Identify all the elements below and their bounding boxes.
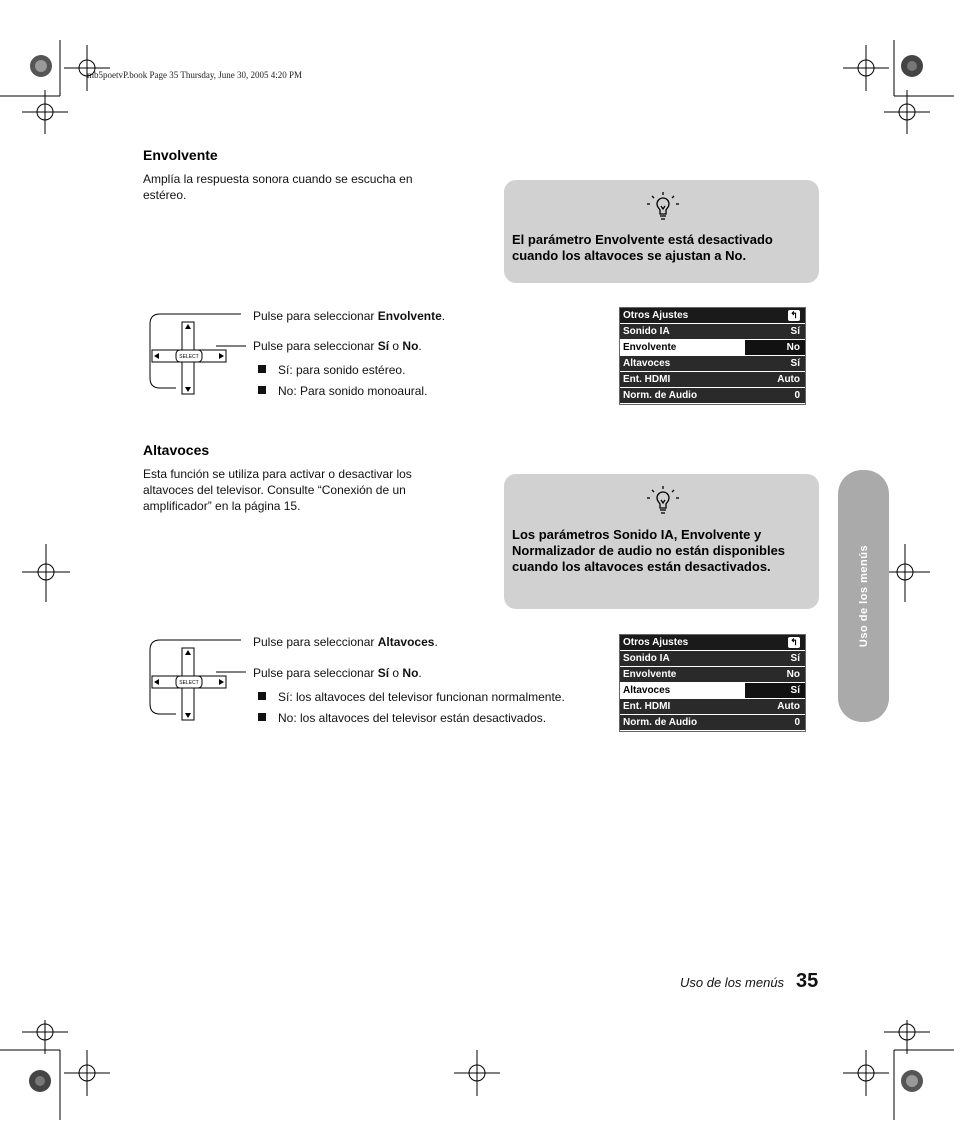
menu-row-sonido-ia[interactable]: Sonido IA Sí — [620, 324, 805, 340]
section-body-altavoces: Esta función se utiliza para activar o desactivar los altavoces del televisor. Consulte “Conexión de un amplificador” en la página 15. — [143, 467, 412, 513]
menu-row-altavoces[interactable]: Altavoces Sí — [620, 683, 805, 699]
menu-row-envolvente[interactable]: Envolvente No — [620, 340, 805, 356]
chapter-side-tab: Uso de los menús — [838, 470, 889, 722]
crop-marks-bottom — [0, 1020, 954, 1145]
instruction-choose-si-no: Pulse para seleccionar Sí o No. — [253, 666, 422, 680]
menu-row-norm-audio[interactable]: Norm. de Audio 0 — [620, 715, 805, 731]
menu-title-row: Otros Ajustes ↰ — [620, 635, 805, 651]
tip-text-envolvente: El parámetro Envolvente está desactivado cuando los altavoces se ajustan a No. — [512, 232, 773, 263]
back-icon: ↰ — [788, 637, 800, 648]
menu-row-ent-hdmi[interactable]: Ent. HDMI Auto — [620, 372, 805, 388]
section-title-envolvente: Envolvente — [143, 147, 218, 163]
remote-dpad-icon — [146, 310, 246, 396]
section-title-altavoces: Altavoces — [143, 442, 210, 458]
osd-menu-otros-ajustes — [619, 634, 806, 732]
file-info: mb5poetvP.book Page 35 Thursday, June 30, 2005 4:20 PM — [87, 70, 302, 80]
page-number: 35 — [796, 970, 819, 992]
menu-row-norm-audio[interactable]: Norm. de Audio 0 — [620, 388, 805, 404]
remote-dpad-icon — [146, 636, 246, 722]
lightbulb-icon — [646, 192, 680, 224]
instruction-select-envolvente: Pulse para seleccionar Envolvente. — [253, 309, 446, 323]
footer-chapter: Uso de los menús — [680, 975, 785, 990]
menu-row-ent-hdmi[interactable]: Ent. HDMI Auto — [620, 699, 805, 715]
section-body-envolvente: Amplía la respuesta sonora cuando se escucha en estéreo. — [143, 172, 413, 202]
menu-title-row: Otros Ajustes ↰ — [620, 308, 805, 324]
tip-box-envolvente — [504, 180, 819, 283]
instruction-select-altavoces: Pulse para seleccionar Altavoces. — [253, 635, 438, 649]
bullet-item: No: Para sonido monoaural. — [258, 384, 427, 398]
bullet-item: Sí: para sonido estéreo. — [258, 363, 405, 377]
bullet-item: Sí: los altavoces del televisor funcionan normalmente. — [258, 690, 565, 704]
tip-box-altavoces — [504, 474, 819, 609]
instruction-choose-si-no: Pulse para seleccionar Sí o No. — [253, 339, 422, 353]
menu-row-altavoces[interactable]: Altavoces Sí — [620, 356, 805, 372]
bullet-item: No: los altavoces del televisor están desactivados. — [258, 711, 546, 725]
menu-row-envolvente[interactable]: Envolvente No — [620, 667, 805, 683]
select-label: SELECT — [179, 354, 199, 360]
select-label: SELECT — [179, 680, 199, 686]
back-icon: ↰ — [788, 310, 800, 321]
menu-row-sonido-ia[interactable]: Sonido IA Sí — [620, 651, 805, 667]
lightbulb-icon — [646, 486, 680, 518]
osd-menu-otros-ajustes — [619, 307, 806, 405]
tip-text-altavoces: Los parámetros Sonido IA, Envolvente y Normalizador de audio no están disponibles cuando los altavoces están desactivados. — [512, 527, 786, 574]
